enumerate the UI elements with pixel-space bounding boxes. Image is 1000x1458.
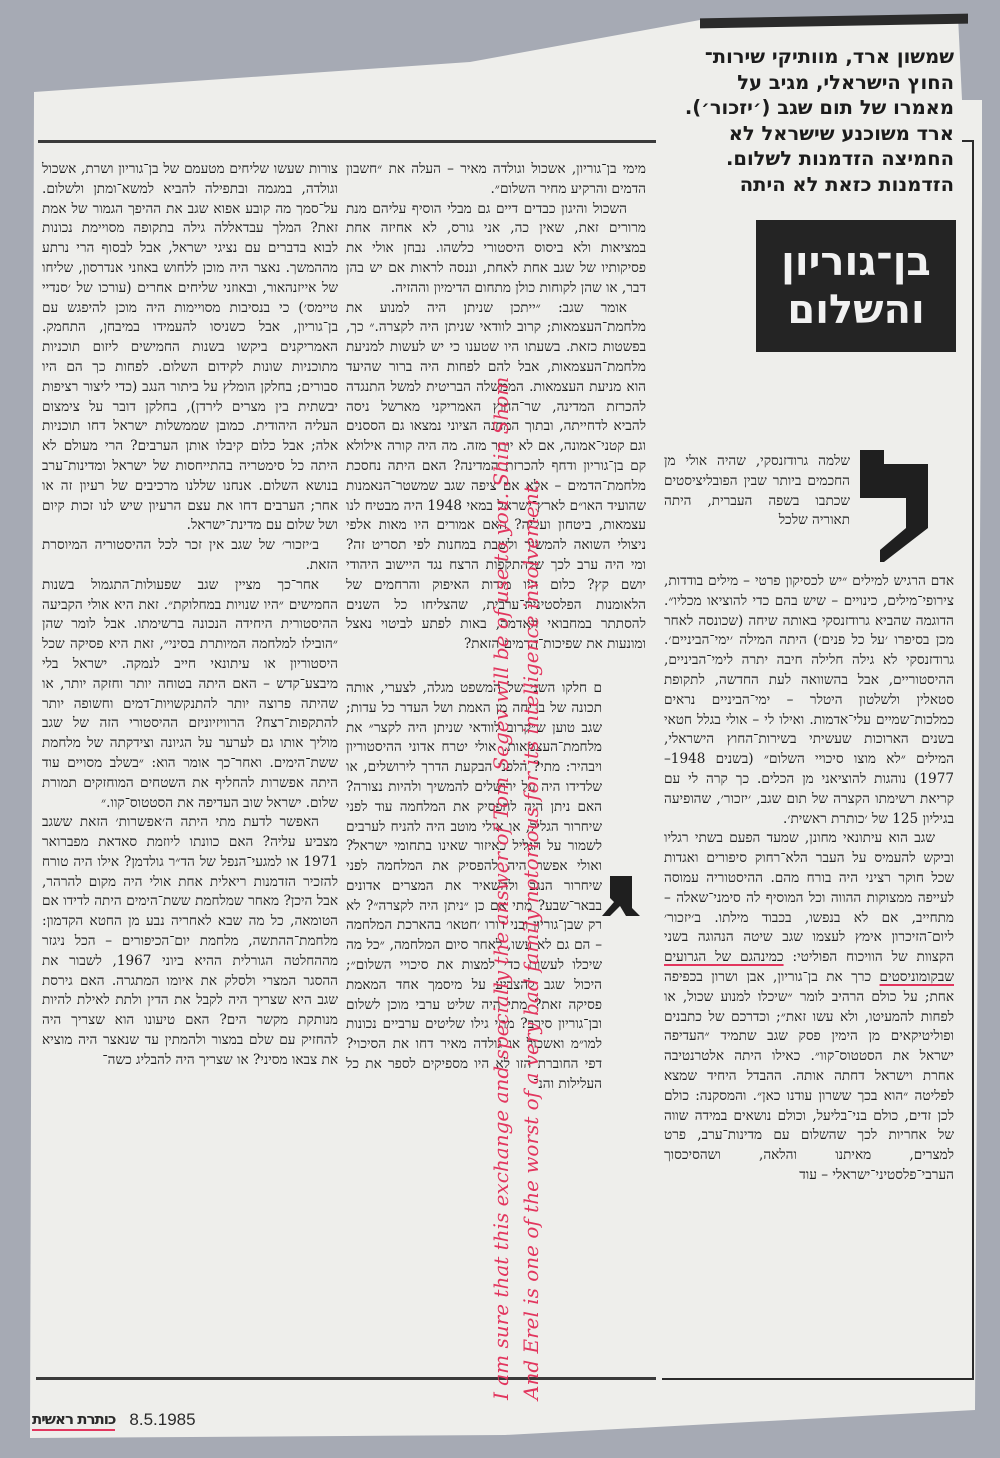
article-column-right [664, 572, 954, 1186]
deck-line: החוץ הישראלי, מגיב על [737, 70, 954, 94]
headline-line: בן־גוריון [781, 239, 931, 285]
paragraph: האפשר לדעת מתי היתה ה׳אפשרות׳ הזאת ששגב מצביע עליה? האם כוונתו ליוזמת סאדאת מפברואר 1971 או למגעי־הנפל של הד״ר גולדמן? אילו היה טורח להזכיר הזדמנות ריאלית אחת אולי היה מקום להרהר, אבל היכן? מאחר שמלחמת ששת־הימים היתה לדידו אם הטומאה, כל מה שבא לאחריה נבע מן החטא הקדמון: מלחמת־ההתשה, מלחמת יום־הכיפורים – הכל ניגזר מההחלטה הגורלית ההיא ביוני 1967, לשבור את ההסגר המצרי ולסלק את איומו המתגרה. האם גירסת שגב היא שצריך היה לקבל את הדין ולתת לאילת להיות מנותקת מקשר הים? האם טיעונו הוא שצריך היה להחזיק עם שלם במצור ולהמתין עד שנאצר היה מוציא את צבאו מסיני? או שצריך היה להבליג כשה־ [42, 814, 338, 1068]
deck-line: ארד משוכנע שישראל לא [728, 121, 954, 145]
paragraph: מימי בן־גוריון, אשכול וגולדה מאיר – העלה את ״חשבון הדמים והרקיע מחיר השלום״. [346, 161, 646, 197]
annotation-line: And Erel is one of the worst of a very bad family notorious for its intelligence involvement. [519, 478, 543, 1400]
article-column-left [42, 160, 338, 1071]
deck-line: החמיצה הזדמנות לשלום. [725, 147, 954, 171]
handwritten-annotation [486, 377, 546, 1400]
dropcap-lamed-icon [856, 450, 948, 562]
paragraph: השכול והיגון כבדים דיים גם מבלי הוסיף עליהם מנת מרורים זאת, שאין כה, אני גורס, לא אחיזה אחת במציאות ולא ביסוס היסטורי כלשהו. נבחן אולי את פסיקותיו של שגב אחת לאחת, וננסה לראות אם יש בהן דבר, או שהן לקוחות כולן מתחום הדימיון וההזיה. [346, 200, 646, 296]
lead-paragraph: שלמה גרודזנסקי, שהיה אולי מן החכמים ביותר שבין הפובליציסטים שכתבו בשפה העברית, היתה תאוריה שלכל [664, 453, 850, 529]
headline-line: והשלום [787, 287, 925, 333]
column-rule-bottom [36, 1377, 656, 1380]
paragraph: אחר־כך מציין שגב שפעולות־התגמול בשנות החמישים ״היו שנויות במחלוקת״. זאת היא אולי הקביעה ההיסטורית היחידה הנכונה ברשימתו. אבל לומר שהן ״הובילו למלחמה המיותרת בסיני״, זאת היא פסיקה שכל היסטוריון או עיתונאי חייב לנמקה. ישראל בלי מיבצע־קדש – האם היתה בטוחה יותר וחזקה יותר, או שהיתה פרוצה יותר להתנקשויות־דמים וחשופה יותר להתקפות־רצח? הרוויזיוניזם ההיסטורי הזה של שגב מוליך אותו גם לערער על הגיונה וצידקתה של מלחמת ששת־הימים. ואחר־כך אומר הוא: ״בשלב מסויים עוד היתה אפשרות להחליף את השטחים המוחזקים תמורת שלום. ישראל שוב העדיפה את הסטטוס־קוו.״ [42, 576, 338, 811]
deck-line: הזדמנות כזאת לא היתה [739, 172, 954, 196]
paragraph: שגב הוא עיתונאי מחונן, שמעד הפעם בשתי רגליו וביקש להעמיס על העבר הלא־רחוק סיפורים ואגדות שכל חוקר רציני היה בורח מהם. ההיסטוריה עמוסה לעייפה ממצוקות ההווה וכל המוסיף לה סימני־שאלה – מתחייב, אם לא בנפשו, בכבוד מילתו. ב׳יזכור׳ ליום־הזיכרון אימץ לעצמו שגב שיטה הנהוגה בשני הקצוות של הוויכוח הפוליטי: כמינהגם של הגרועים שבקומוניסטים כרך את בן־גוריון, אבן ושרון בכפיפה אחת; על כולם הרהיב לומר ״שיכלו למנוע שכול, או לפחות להמעיטו, ולא עשו זאת״; וכדרכם של כתבנים ופוליטיקאים מן הימין פסק שגב שתמיד ״העדיפה ישראל את הסטטוס־קוו״. כאילו היתה אלטרנטיבה אחרת וישראל דחתה אותה. ההבדל היחיד שמצא לפליטה ״הוא בכך ששרון עודנו כאן״. והמסקנה: כולם לכן זדים, כולם בני־בליעל, וכולם נושאים במידה שווה של אחריות לכך שהשלום עם מדינות־ערב, פרט למצרים, מאיתנו והלאה, ושהסיכסוך הערבי־פלסטיני־ישראלי – עוד [664, 830, 954, 1183]
dropcap-gimel-icon [602, 876, 640, 916]
paragraph: אדם הרגיש למילים ״יש לכסיקון פרטי – מילים בודדות, צירופי־מילים, כינויים – שיש בהם כדי להוציאו מכליו״. הדוגמה שהביא גרודזנסקי באותה שיחה (שכונסה לאחר מכן בסיפרו ׳על כל פנים׳) היתה המילה ׳ימי־הביניים׳. גרודזנסקי לא גילה חלילה חיבה יתרה לימי־הביניים, ההיסטוריים, אבל בהשוואה לעת החדשה, לתקופת סטאלין ולשלטון היטלר – ימי־הביניים נראים כמלכות־שמיים עלי־אדמות. ואילו לי – אולי בגלל חטאי בשנים הארוכות שעשיתי בשירות־החוץ הישראלי, המילים ״לא מוצו סיכויי השלום״ (בשנים 1948–1977) נוהגות להוציאני מן הכלים. כך קרה לי עם קריאת רשימתו הקצרה של תום שגב, ׳יזכור׳, שהופיעה בגיליון 125 של ׳כותרת ראשית׳. [664, 573, 954, 827]
annotation-line: I am sure that this exchange and specially the answer of Tom Segev will be of use to you. Shin Shom [489, 376, 513, 1400]
deck-line: שמשון ארד, מוותיקי שירות־ [704, 45, 954, 68]
publication-date: 8.5.1985 [129, 1410, 196, 1429]
paragraph: ב׳יזכור׳ של שגב אין זכר לכל ההיסטוריה המיוסרת הזאת. [42, 537, 338, 573]
deck-line: מאמרו של תום שגב (׳יזכור׳). [684, 96, 954, 120]
paragraph: צורות שעשו שליחים מטעמם של בן־גוריון ושרת, אשכול וגולדה, במגמה ובתפילה להביא למשא־ומתן ולשלום. על־סמך מה קובע אפוא שגב את ההיפך הגמור של אמת זאת? המלך עבדאללה גילה בתקופה מסויימת נכונות לבוא בדברים עם נציגי ישראל, אבל לבסוף הרי נרתע מההמשך. נאצר היה מוכן ללחוש באוזני אנדרסון, שליחו של אייזנהאור, ובאוזני שליחים אחרים (עורכו של ׳סנדיי טיימס׳) כי בנסיבות מסויימות היה מוכן להיפגש עם בן־גוריון, אבל כשניסו להעמידו במיבחן, התחמק. האמריקנים ביקשו בשנות החמישים ליזום תוכניות מתוכניות שונות לקידום השלום. לפחות כך הם היו סבורים; בחלקן הומלץ על ביתור הנגב (כדי ליצור רציפות יבשתית בין מצרים לירדן), בחלקן דובר על צימצום העליה היהודית. כמובן שממשלות ישראל דחו תוכניות אלה; אבל כלום קיבלו אותן הערבים? הרי מעולם לא היתה כל סימטריה בהתייחסות של ישראל ומדינות־ערב בנושא השלום. אנחנו שללנו מרכיבים של רעיון זה או אחר; הערבים דחו את עצם הרעיון שיש לנו זכות קיום ושל שלום עם מדינת־ישראל. [42, 161, 338, 534]
article-deck [684, 44, 954, 198]
underlined-phrase: כמינהגם של הגרועים שבקומוניסטים [664, 949, 954, 985]
column-rule-top [38, 140, 656, 143]
frame-line [972, 140, 974, 1380]
paragraph: אומר שגב: ״ייתכן שניתן היה למנוע את מלחמת־העצמאות; קרוב לוודאי שניתן היה לקצרה.״ כך, בפשטות כזאת. בשעתו היו שטענו כי יש לעשות למניעת מלחמת־העצמאות, אבל להם לפחות היה ברור שהיעד הוא מניעת העצמאות. הממשלה הבריטית למשל התנגדה להכרזת המדינה, שר־החוץ האמריקני מארשל ניסה להביא לדחייתה, ובתוך המחנה הציוני נמצאו גם הססנים וגם קטני־אמונה, אם לא יותר מזה. מה היה קורה אילולא קם בן־גוריון ודחף להכרזת המדינה? האם היתה נחסכת מלחמת־הדמים – אלא אם ציפה שגב שמשטר־הנאמנות שהועיד האו״ם לארץ־ישראל במאי 1948 היה מבטיח לנו עצמאות, ביטחון ועליה? האם אמורים היו מאות אלפי ניצולי השואה להמשיך ולשבת במחנות לפי תסריט זה? ומי היה ערב לכך שלהתקפות הרצח נגד היישוב היהודי יושם קץ? כלום היו מידות האיפוק והרחמים של הלאומנות הפלסטינית־ערבית, שהצליחו כל השנים להסתתר במחבואי האדמה, באות לפתע לביטוי נאצל ומונעות את שפיכות־הדמים הזאת? [346, 299, 647, 653]
headline-box [756, 220, 956, 352]
paragraph: ם חלקו השני של המשפט מגלה, לצערי, אותה תכונה של בריחה מן האמת ושל העדר כל עדות; שגב טוען ש״קרוב לוודאי שניתן היה לקצר״ את מלחמת־העצמאות. אולי יטרח אדוני ההיסטוריון ויבהיר: מתי? הלפני הבקעת הדרך לירושלים, או שלדידו היה על ירושלים להמשיך ולהיות נצורה? האם ניתן היה להפסיק את המלחמה עוד לפני שיחרור הגליל, או אולי מוטב היה להניח לערבים לשמור על הגליל כאיזור שאינו בתחומי ישראל? ואולי אפשר היה להפסיק את המלחמה לפני שיחרור הנגב ולהשאיר את המצרים אדונים בבאר־שבע? מתי אם כן ״ניתן היה לקצרה״? לא רק שבן־גוריון ובני דורו ׳חטאו׳ בהארכת המלחמה – הם גם לא עשו, לאחר סיום המלחמה, ״כל מה שיכלו לעשות כדי למצות את סיכויי השלום״; היכול שגב להצביע על מיסמך אחד המאמת פסיקה זאת? מתי היה שליט ערבי מוכן לשלום ובן־גוריון סירב? מתי גילו שליטים ערביים נכונות למו״מ ואשכול או גולדה מאיר דחו את הסיכוי? דפי החוברת הזו לא היו מספיקים לספר את כל העלילות והנ־ [346, 679, 602, 1092]
frame-line [662, 1378, 974, 1380]
clipping-footer [32, 1406, 196, 1434]
publication-masthead: כותרת ראשית [32, 1410, 115, 1431]
